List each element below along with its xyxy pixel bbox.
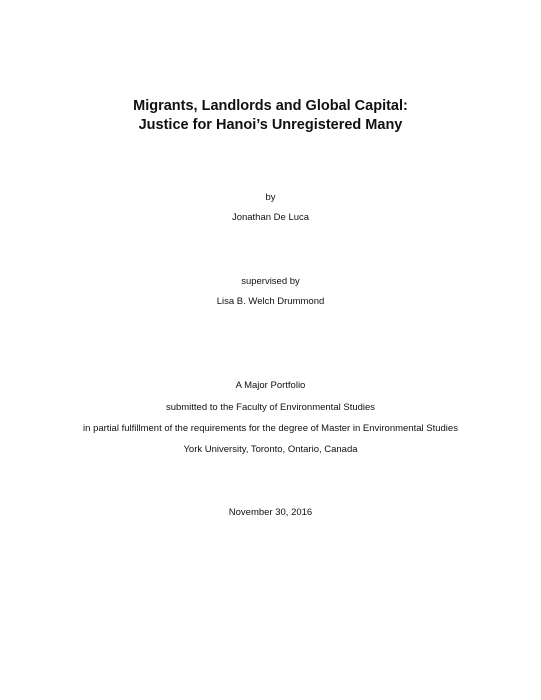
title-line-2: Justice for Hanoi’s Unregistered Many bbox=[138, 117, 403, 133]
submitted-to: submitted to the Faculty of Environmental Studies bbox=[165, 402, 376, 413]
supervised-by-label: supervised by bbox=[241, 276, 300, 287]
submission-date: November 30, 2016 bbox=[228, 507, 313, 518]
degree-fulfillment: in partial fulfillment of the requirements for the degree of Master in Environmental Studies bbox=[83, 423, 458, 434]
author-name: Jonathan De Luca bbox=[231, 212, 310, 223]
by-label: by bbox=[265, 192, 276, 203]
title-line-1: Migrants, Landlords and Global Capital: bbox=[133, 98, 408, 114]
institution: York University, Toronto, Ontario, Canada bbox=[183, 444, 358, 455]
portfolio-type: A Major Portfolio bbox=[235, 380, 306, 391]
supervisor-name: Lisa B. Welch Drummond bbox=[216, 296, 325, 307]
